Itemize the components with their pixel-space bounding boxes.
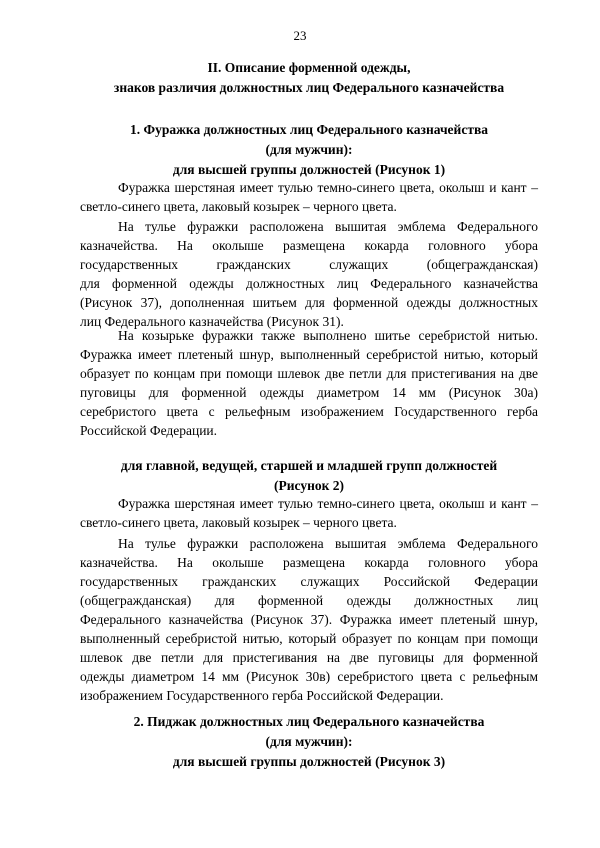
paragraph-line: На козырьке фуражки также выполнено шитье серебристой нитью. <box>118 328 538 343</box>
subsection-3-heading <box>80 712 538 772</box>
paragraph-line: Фуражка шерстяная имеет тулью темно-синего цвета, околыш и кант – <box>118 180 538 195</box>
paragraph-line: одежды диаметром 14 мм (Рисунок 30в) серебристого цвета с рельефным <box>80 669 538 684</box>
subsection-3-heading-line-3: для высшей группы должностей (Рисунок 3) <box>172 754 446 769</box>
subsection-1-paragraph-3 <box>80 326 538 440</box>
paragraph-line: светло-синего цвета, лаковый козырек – черного цвета. <box>80 199 397 214</box>
paragraph-line: казначейства. На околыше размещена кокарда головного убора <box>80 555 538 570</box>
paragraph-line: Фуражка шерстяная имеет тулью темно-синего цвета, околыш и кант – <box>118 496 538 511</box>
subsection-2-heading-line-2: (Рисунок 2) <box>273 478 344 493</box>
paragraph-line: пуговицы для форменной одежды диаметром 14 мм (Рисунок 30а) <box>80 385 538 400</box>
subsection-1-heading-line-2: (для мужчин): <box>265 142 353 157</box>
subsection-1-heading-line-3: для высшей группы должностей (Рисунок 1) <box>172 162 446 177</box>
paragraph-line: лиц Федерального казначейства (Рисунок 31). <box>80 314 344 329</box>
subsection-2-paragraph-2 <box>80 534 538 705</box>
subsection-2-heading-line-1: для главной, ведущей, старшей и младшей групп должностей <box>120 458 498 473</box>
paragraph-line: (Рисунок 37), дополненная шитьем для форменной одежды должностных <box>80 295 538 310</box>
paragraph-line: На тулье фуражки расположена вышитая эмблема Федерального <box>118 219 538 234</box>
paragraph-line: светло-синего цвета, лаковый козырек – черного цвета. <box>80 515 397 530</box>
paragraph-line: Российской Федерации. <box>80 423 218 438</box>
paragraph-line: Фуражка имеет плетеный шнур, выполненный серебристой нитью, который <box>80 347 538 362</box>
section-title-line-2: знаков различия должностных лиц Федерального казначейства <box>113 80 505 95</box>
paragraph-line: изображением Государственного герба Российской Федерации. <box>80 688 444 703</box>
paragraph-line: шлевок две петли для пристегивания на две пуговицы для форменной <box>80 650 538 665</box>
paragraph-line: государственных гражданских служащих Российской Федерации <box>80 574 538 589</box>
paragraph-line: На тулье фуражки расположена вышитая эмблема Федерального <box>118 536 538 551</box>
paragraph-line: для форменной одежды должностных лиц Федерального казначейства <box>80 276 538 291</box>
subsection-1-paragraph-1 <box>80 178 538 216</box>
subsection-1-paragraph-2 <box>80 217 538 331</box>
subsection-2-paragraph-1 <box>80 494 538 532</box>
paragraph-line: образует по концам при помощи шлевок две петли для пристегивания на две <box>80 366 538 381</box>
paragraph-line: (общегражданская) для форменной одежды должностных лиц <box>80 593 538 608</box>
section-title-line-1: II. Описание форменной одежды, <box>207 60 411 75</box>
section-title <box>80 58 538 98</box>
paragraph-line: выполненный серебристой нитью, который образует по концам при помощи <box>80 631 538 646</box>
paragraph-line: казначейства. На околыше размещена кокарда головного убора <box>80 238 538 253</box>
subsection-1-heading-line-1: 1. Фуражка должностных лиц Федерального казначейства <box>129 122 488 137</box>
subsection-3-heading-line-2: (для мужчин): <box>265 734 353 749</box>
subsection-3-heading-line-1: 2. Пиджак должностных лиц Федерального казначейства <box>133 714 485 729</box>
paragraph-line: серебристого цвета с рельефным изображением Государственного герба <box>80 404 538 419</box>
paragraph-line: Федерального казначейства (Рисунок 37). Фуражка имеет плетеный шнур, <box>80 612 538 627</box>
page-number: 23 <box>293 28 307 43</box>
paragraph-line: государственных гражданских служащих (общегражданская) <box>80 257 538 272</box>
subsection-2-heading <box>80 456 538 496</box>
subsection-1-heading <box>80 120 538 180</box>
